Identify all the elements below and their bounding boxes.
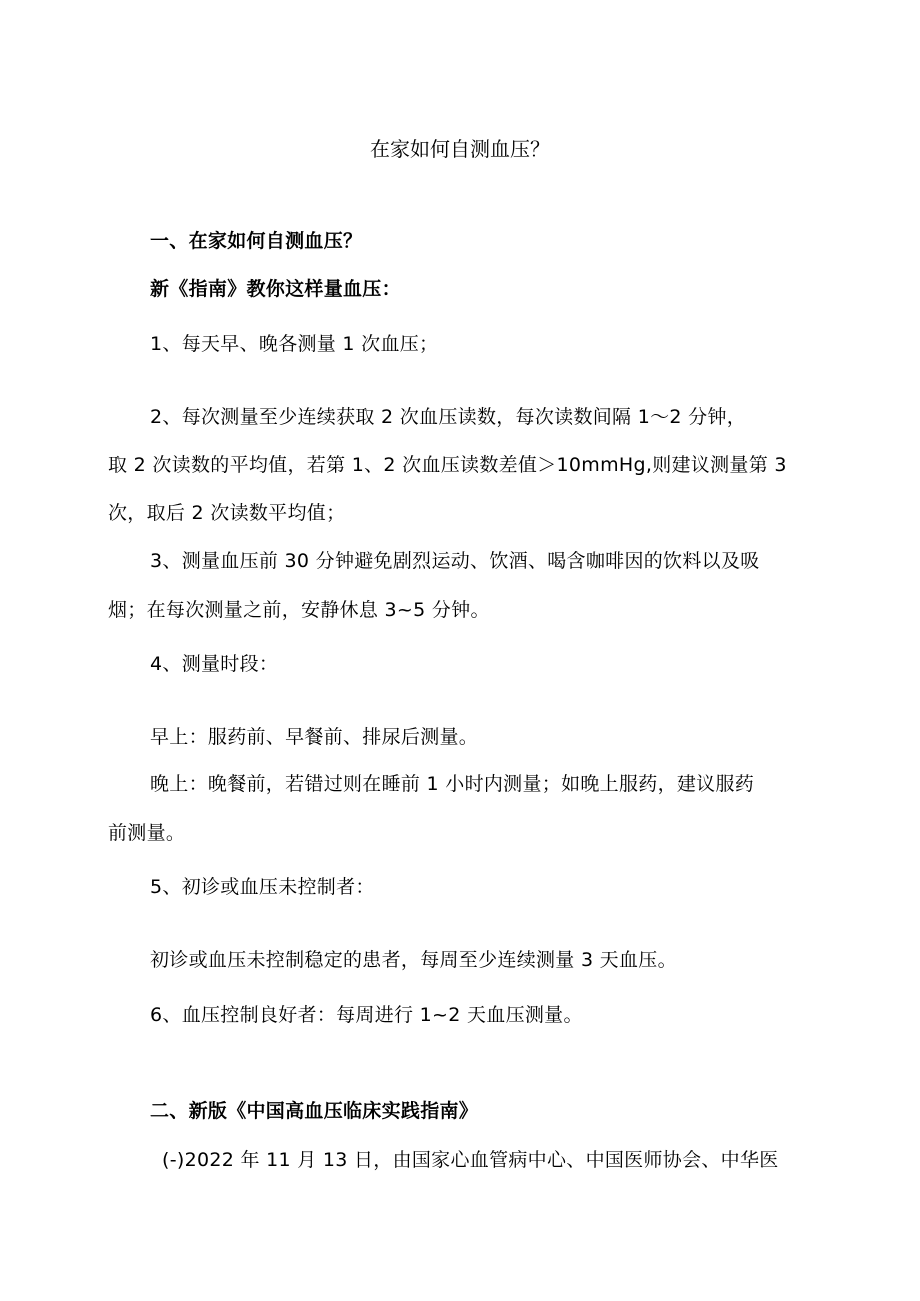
item6-text: 6、血压控制良好者：每周进行 1~2 天血压测量。 xyxy=(150,1004,583,1026)
item2-line2: 取 2 次读数的平均值，若第 1、2 次血压读数差值＞10mmHg,则建议测量第 3 xyxy=(108,454,787,476)
morning-text: 早上：服药前、早餐前、排尿后测量。 xyxy=(150,726,479,748)
item3-line1: 3、测量血压前 30 分钟避免剧烈运动、饮酒、喝含咖啡因的饮料以及吸 xyxy=(150,550,760,572)
item2-line1: 2、每次测量至少连续获取 2 次血压读数，每次读数间隔 1～2 分钟， xyxy=(150,406,747,428)
item4-text: 4、测量时段： xyxy=(150,653,279,675)
section1-subheading: 新《指南》教你这样量血压： xyxy=(150,278,401,300)
evening-line2: 前测量。 xyxy=(108,822,186,844)
item1-text: 1、每天早、晚各测量 1 次血压； xyxy=(150,333,439,355)
item5-detail: 初诊或血压未控制稳定的患者，每周至少连续测量 3 天血压。 xyxy=(150,949,677,971)
section2-para1-line1: (-)2022 年 11 月 13 日，由国家心血管病中心、中国医师协会、中华医 xyxy=(162,1149,779,1171)
section1-heading: 一、在家如何自测血压？ xyxy=(150,230,363,252)
section2-heading: 二、新版《中国高血压临床实践指南》 xyxy=(150,1100,479,1122)
item2-line3: 次，取后 2 次读数平均值； xyxy=(108,502,346,524)
document-title: 在家如何自测血压？ xyxy=(370,137,550,161)
item3-line2: 烟；在每次测量之前，安静休息 3~5 分钟。 xyxy=(108,599,490,621)
item5-text: 5、初诊或血压未控制者： xyxy=(150,876,375,898)
evening-line1: 晚上：晚餐前，若错过则在睡前 1 小时内测量；如晚上服药，建议服药 xyxy=(150,773,755,795)
